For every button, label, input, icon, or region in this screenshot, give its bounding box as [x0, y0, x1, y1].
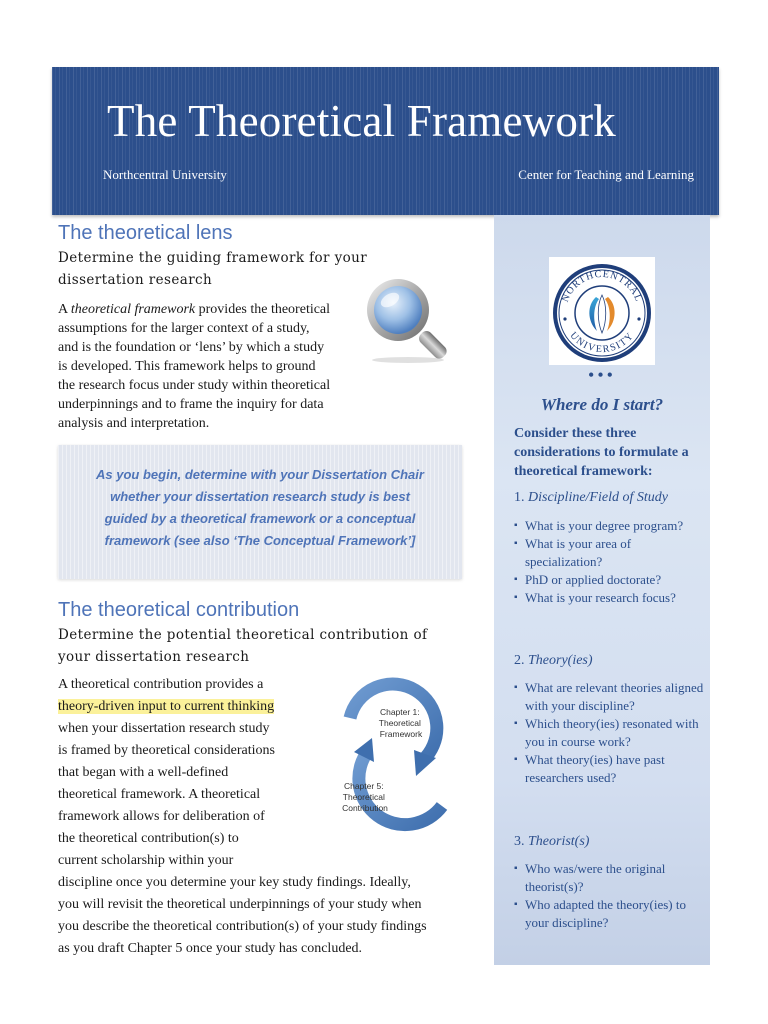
list-item: ▪ What is your area of specialization?	[514, 536, 632, 569]
lens-paragraph	[58, 300, 358, 433]
paragraph-line: that began with a well-defined	[58, 765, 229, 780]
callout-box	[58, 445, 462, 579]
sidebar-list-theories	[514, 679, 704, 787]
callout-line: As you begin, determine with your Dissertation Chair	[96, 467, 424, 482]
paragraph-line: assumptions for the larger context of a study,	[58, 321, 310, 336]
sidebar-heading: Where do I start?	[540, 395, 664, 414]
university-logo	[549, 257, 655, 365]
paragraph-line: underpinnings and to frame the inquiry for data	[58, 397, 324, 412]
department-name: Center for Teaching and Learning	[518, 167, 694, 182]
callout-line: framework (see also ‘The Conceptual Framework’]	[104, 533, 416, 548]
paragraph-line: the theoretical contribution(s) to	[58, 831, 239, 846]
paragraph-line: framework allows for deliberation of	[58, 809, 265, 824]
paragraph-line: discipline once you determine your key study findings. Ideally,	[58, 875, 411, 890]
callout-line: whether your dissertation research study is best	[110, 489, 410, 504]
paragraph-line: and is the foundation or ‘lens’ by which a study	[58, 340, 325, 355]
list-item: ▪ What are relevant theories aligned with your discipline?	[514, 680, 704, 713]
paragraph-line: you describe the theoretical contribution(s) of your study findings	[58, 919, 427, 934]
sidebar-section-title: 3. Theorist(s)	[514, 834, 590, 849]
list-item: ▪ What is your degree program?	[514, 518, 684, 533]
emphasis-term: theoretical framework	[70, 302, 196, 317]
sidebar-list-theorists	[514, 860, 704, 932]
paragraph-line: current scholarship within your	[58, 853, 234, 868]
chapter-1-label: Chapter 1: Theoretical Framework	[378, 707, 423, 739]
paragraph-line: the research focus under study within theoretical	[58, 378, 331, 393]
list-item: ▪ PhD or applied doctorate?	[514, 572, 662, 587]
divider-dots: •••	[588, 365, 616, 385]
section-subheading-contribution: Determine the potential theoretical contribution of your dissertation research	[58, 627, 428, 665]
callout-text	[78, 464, 442, 552]
page-title: The Theoretical Framework	[107, 96, 616, 146]
paragraph-line: is framed by theoretical considerations	[58, 743, 275, 758]
sidebar-list-discipline	[514, 517, 704, 607]
paragraph-line: you will revisit the theoretical underpinnings of your study when	[58, 897, 422, 912]
section-subheading-lens: Determine the guiding framework for your dissertation research	[58, 250, 368, 288]
paragraph-line: as you draft Chapter 5 once your study has concluded.	[58, 941, 363, 956]
paragraph-line: A theoretical framework provides the theoretical	[58, 302, 331, 317]
sidebar-intro: Consider these three considerations to formulate a theoretical framework:	[514, 426, 689, 479]
list-item: ▪ Which theory(ies) resonated with you in course work?	[514, 716, 699, 749]
magnifying-glass-icon	[362, 276, 452, 364]
sidebar-panel	[494, 215, 710, 965]
university-name: Northcentral University	[103, 167, 227, 182]
university-seal-icon	[549, 257, 655, 365]
chapter-5-label: Chapter 5: Theoretical Contribution	[342, 781, 388, 813]
title-banner	[52, 67, 719, 215]
paragraph-line: A theoretical contribution provides a	[58, 677, 264, 692]
callout-line: guided by a theoretical framework or a conceptual	[104, 511, 416, 526]
list-item: ▪ What is your research focus?	[514, 590, 676, 605]
list-item: ▪ What theory(ies) have past researchers used?	[514, 752, 665, 785]
paragraph-line: when your dissertation research study	[58, 721, 270, 736]
highlighted-text: theory-driven input to current thinking	[58, 699, 275, 714]
seal-bottom-text: UNIVERSITY	[567, 330, 637, 356]
paragraph-line: theoretical framework. A theoretical	[58, 787, 261, 802]
chapter-cycle-diagram	[310, 666, 470, 856]
list-item: ▪ Who adapted the theory(ies) to your discipline?	[514, 897, 686, 930]
sidebar-section-title: 2. Theory(ies)	[514, 653, 593, 668]
sidebar-section-title: 1. Discipline/Field of Study	[514, 490, 668, 505]
section-heading-contribution: The theoretical contribution	[58, 599, 300, 621]
section-heading-lens: The theoretical lens	[58, 222, 233, 244]
paragraph-line: analysis and interpretation.	[58, 416, 210, 431]
seal-top-text: NORTHCENTRAL	[559, 268, 645, 304]
list-item: ▪ Who was/were the original theorist(s)?	[514, 861, 666, 894]
paragraph-line: is developed. This framework helps to ground	[58, 359, 316, 374]
